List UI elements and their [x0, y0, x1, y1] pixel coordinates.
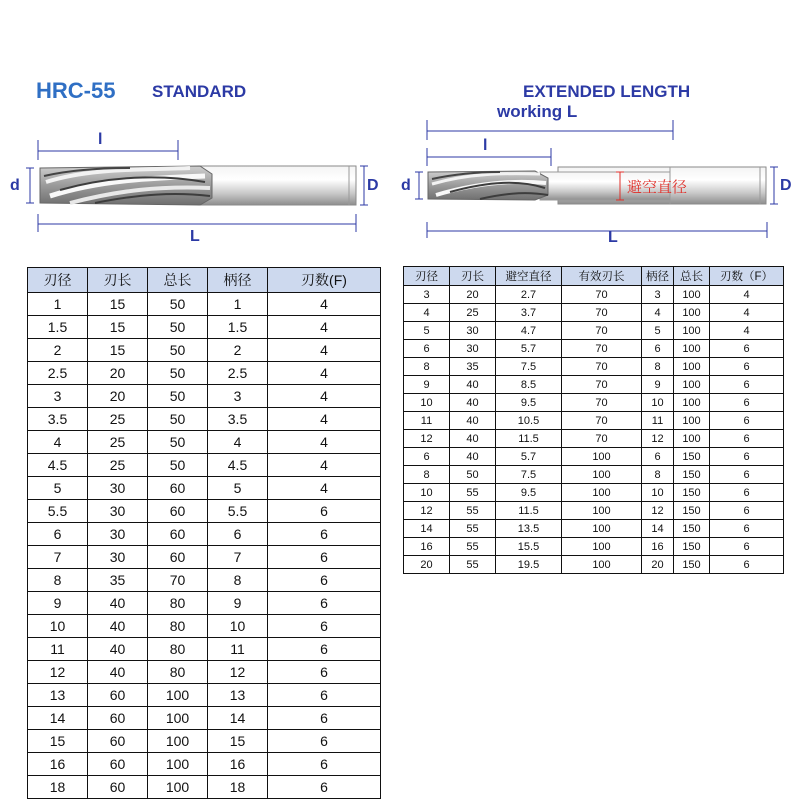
table-cell: 6 [710, 466, 784, 484]
table-cell: 40 [88, 638, 148, 661]
table-cell: 5.7 [496, 340, 562, 358]
table-row [28, 638, 381, 661]
brand-title: HRC-55 [36, 78, 116, 103]
table-cell: 10 [28, 615, 88, 638]
table-cell: 100 [674, 322, 710, 340]
table-cell: 6 [710, 448, 784, 466]
table-row [404, 286, 784, 304]
column-header: 刃数(F) [268, 268, 381, 293]
table-cell: 12 [404, 430, 450, 448]
table-row [28, 293, 381, 316]
table-cell: 2.7 [496, 286, 562, 304]
table-row [28, 385, 381, 408]
table-row [404, 502, 784, 520]
table-cell: 4 [268, 477, 381, 500]
table-cell: 4 [710, 304, 784, 322]
ext-overall-length-label: L [608, 229, 618, 246]
table-cell: 5 [642, 322, 674, 340]
column-header: 刃径 [404, 267, 450, 286]
table-cell: 55 [450, 538, 496, 556]
table-cell: 4 [268, 431, 381, 454]
table-cell: 30 [88, 500, 148, 523]
table-cell: 40 [450, 394, 496, 412]
extended-spec-table [403, 266, 784, 574]
table-cell: 20 [88, 385, 148, 408]
table-cell: 50 [148, 408, 208, 431]
table-cell: 18 [208, 776, 268, 799]
table-cell: 6 [710, 430, 784, 448]
table-row [404, 484, 784, 502]
table-cell: 9.5 [496, 394, 562, 412]
table-cell: 55 [450, 502, 496, 520]
table-cell: 100 [674, 430, 710, 448]
table-cell: 50 [450, 466, 496, 484]
column-header: 柄径 [642, 267, 674, 286]
table-cell: 5 [208, 477, 268, 500]
table-cell: 16 [404, 538, 450, 556]
table-cell: 6 [268, 592, 381, 615]
table-cell: 3 [642, 286, 674, 304]
column-header: 刃长 [88, 268, 148, 293]
table-cell: 1 [28, 293, 88, 316]
table-cell: 18 [28, 776, 88, 799]
table-cell: 4.5 [28, 454, 88, 477]
table-cell: 4.7 [496, 322, 562, 340]
table-cell: 20 [88, 362, 148, 385]
table-cell: 14 [208, 707, 268, 730]
table-cell: 60 [148, 523, 208, 546]
table-cell: 6 [710, 412, 784, 430]
table-cell: 6 [710, 340, 784, 358]
table-cell: 3 [208, 385, 268, 408]
table-row [404, 376, 784, 394]
table-row [404, 412, 784, 430]
table-row [28, 316, 381, 339]
column-header: 柄径 [208, 268, 268, 293]
table-cell: 6 [268, 523, 381, 546]
table-cell: 5 [404, 322, 450, 340]
table-cell: 25 [88, 408, 148, 431]
table-cell: 20 [642, 556, 674, 574]
table-cell: 15 [88, 316, 148, 339]
table-cell: 150 [674, 466, 710, 484]
table-row [28, 592, 381, 615]
table-cell: 4 [268, 339, 381, 362]
table-cell: 7 [28, 546, 88, 569]
table-cell: 70 [562, 286, 642, 304]
table-cell: 1.5 [208, 316, 268, 339]
table-cell: 14 [404, 520, 450, 538]
table-cell: 3.5 [208, 408, 268, 431]
table-cell: 12 [28, 661, 88, 684]
table-cell: 30 [88, 546, 148, 569]
table-cell: 13 [28, 684, 88, 707]
table-cell: 40 [450, 430, 496, 448]
table-cell: 30 [450, 322, 496, 340]
table-cell: 13 [208, 684, 268, 707]
table-cell: 4 [642, 304, 674, 322]
table-cell: 150 [674, 556, 710, 574]
table-cell: 11.5 [496, 502, 562, 520]
table-cell: 100 [562, 466, 642, 484]
extended-title: EXTENDED LENGTH [523, 82, 691, 101]
table-row [404, 520, 784, 538]
table-row [404, 340, 784, 358]
table-cell: 60 [88, 776, 148, 799]
table-cell: 40 [88, 615, 148, 638]
table-cell: 35 [88, 569, 148, 592]
table-row [28, 477, 381, 500]
table-cell: 6 [268, 730, 381, 753]
table-row [404, 430, 784, 448]
table-cell: 70 [562, 304, 642, 322]
table-cell: 4 [404, 304, 450, 322]
table-cell: 2.5 [28, 362, 88, 385]
table-cell: 9 [28, 592, 88, 615]
table-row [28, 569, 381, 592]
table-cell: 70 [562, 394, 642, 412]
table-cell: 3 [28, 385, 88, 408]
table-cell: 20 [450, 286, 496, 304]
column-header: 总长 [148, 268, 208, 293]
column-header: 避空直径 [496, 267, 562, 286]
table-cell: 15.5 [496, 538, 562, 556]
table-cell: 100 [674, 304, 710, 322]
table-cell: 100 [674, 412, 710, 430]
table-cell: 8 [28, 569, 88, 592]
table-cell: 6 [710, 520, 784, 538]
table-cell: 50 [148, 339, 208, 362]
table-cell: 14 [28, 707, 88, 730]
table-cell: 6 [404, 340, 450, 358]
table-row [28, 753, 381, 776]
table-cell: 3.5 [28, 408, 88, 431]
table-cell: 6 [268, 661, 381, 684]
table-cell: 9 [208, 592, 268, 615]
table-cell: 9.5 [496, 484, 562, 502]
table-cell: 2 [208, 339, 268, 362]
table-cell: 12 [642, 502, 674, 520]
table-row [28, 707, 381, 730]
table-cell: 100 [148, 776, 208, 799]
table-cell: 70 [562, 430, 642, 448]
table-cell: 6 [28, 523, 88, 546]
table-cell: 11 [642, 412, 674, 430]
table-row [28, 615, 381, 638]
table-row [28, 730, 381, 753]
table-cell: 100 [562, 538, 642, 556]
table-cell: 7.5 [496, 358, 562, 376]
table-cell: 6 [710, 538, 784, 556]
table-cell: 60 [88, 684, 148, 707]
table-cell: 60 [88, 753, 148, 776]
table-cell: 100 [674, 358, 710, 376]
table-cell: 100 [148, 684, 208, 707]
table-cell: 70 [562, 412, 642, 430]
table-cell: 8 [642, 466, 674, 484]
table-cell: 100 [562, 520, 642, 538]
table-cell: 1.5 [28, 316, 88, 339]
table-cell: 150 [674, 448, 710, 466]
table-row [28, 454, 381, 477]
table-cell: 100 [674, 376, 710, 394]
table-cell: 8 [404, 466, 450, 484]
table-cell: 4 [710, 286, 784, 304]
table-cell: 4 [268, 454, 381, 477]
table-cell: 50 [148, 454, 208, 477]
table-cell: 4 [28, 431, 88, 454]
table-cell: 6 [710, 376, 784, 394]
table-cell: 7 [208, 546, 268, 569]
table-cell: 150 [674, 520, 710, 538]
table-cell: 40 [450, 376, 496, 394]
table-row [404, 538, 784, 556]
table-cell: 70 [562, 322, 642, 340]
tool-drawings [0, 0, 800, 260]
table-cell: 11 [208, 638, 268, 661]
table-cell: 25 [450, 304, 496, 322]
table-cell: 6 [710, 358, 784, 376]
table-cell: 50 [148, 385, 208, 408]
table-cell: 25 [88, 431, 148, 454]
table-cell: 100 [148, 730, 208, 753]
column-header: 刃长 [450, 267, 496, 286]
table-cell: 6 [710, 502, 784, 520]
std-overall-length-label: L [190, 228, 200, 245]
table-cell: 55 [450, 520, 496, 538]
table-cell: 4 [268, 385, 381, 408]
table-cell: 20 [404, 556, 450, 574]
table-row [28, 661, 381, 684]
table-row [404, 304, 784, 322]
table-row [404, 448, 784, 466]
table-cell: 4 [710, 322, 784, 340]
table-cell: 9 [404, 376, 450, 394]
table-cell: 40 [88, 661, 148, 684]
standard-endmill-drawing [26, 140, 368, 232]
table-cell: 6 [268, 707, 381, 730]
table-cell: 100 [148, 753, 208, 776]
table-cell: 70 [562, 376, 642, 394]
table-cell: 11.5 [496, 430, 562, 448]
table-cell: 10 [642, 484, 674, 502]
table-cell: 4 [268, 362, 381, 385]
table-cell: 3 [404, 286, 450, 304]
table-row [28, 684, 381, 707]
table-cell: 100 [674, 394, 710, 412]
table-row [404, 466, 784, 484]
ext-shank-diameter-label: D [780, 177, 792, 194]
table-cell: 100 [148, 707, 208, 730]
table-cell: 8 [404, 358, 450, 376]
table-row [28, 408, 381, 431]
table-cell: 60 [148, 477, 208, 500]
column-header: 刃径 [28, 268, 88, 293]
table-cell: 50 [148, 362, 208, 385]
table-row [28, 546, 381, 569]
table-cell: 8 [642, 358, 674, 376]
table-cell: 6 [268, 776, 381, 799]
table-row [404, 394, 784, 412]
table-cell: 5.7 [496, 448, 562, 466]
table-cell: 30 [88, 523, 148, 546]
table-row [404, 556, 784, 574]
extended-endmill-drawing [415, 120, 778, 238]
table-cell: 16 [28, 753, 88, 776]
table-cell: 80 [148, 615, 208, 638]
table-cell: 14 [642, 520, 674, 538]
table-cell: 19.5 [496, 556, 562, 574]
table-cell: 15 [88, 293, 148, 316]
table-cell: 40 [450, 448, 496, 466]
table-cell: 60 [148, 500, 208, 523]
table-cell: 12 [208, 661, 268, 684]
table-cell: 6 [710, 556, 784, 574]
table-cell: 70 [562, 358, 642, 376]
table-cell: 6 [268, 638, 381, 661]
std-shank-diameter-label: D [367, 177, 379, 194]
table-cell: 6 [710, 394, 784, 412]
table-cell: 6 [268, 684, 381, 707]
table-cell: 80 [148, 592, 208, 615]
table-cell: 60 [88, 707, 148, 730]
table-cell: 30 [450, 340, 496, 358]
table-cell: 6 [710, 484, 784, 502]
table-cell: 12 [642, 430, 674, 448]
table-cell: 6 [268, 500, 381, 523]
table-row [28, 431, 381, 454]
table-cell: 10 [208, 615, 268, 638]
table-cell: 15 [208, 730, 268, 753]
table-cell: 13.5 [496, 520, 562, 538]
table-cell: 40 [88, 592, 148, 615]
relief-diameter-label: 避空直径 [627, 178, 688, 196]
table-cell: 60 [148, 546, 208, 569]
table-row [28, 339, 381, 362]
table-cell: 6 [404, 448, 450, 466]
table-cell: 4 [268, 408, 381, 431]
table-cell: 11 [28, 638, 88, 661]
table-cell: 50 [148, 316, 208, 339]
table-cell: 8.5 [496, 376, 562, 394]
table-cell: 70 [148, 569, 208, 592]
table-cell: 60 [88, 730, 148, 753]
table-cell: 4 [268, 316, 381, 339]
table-cell: 80 [148, 638, 208, 661]
table-cell: 10 [642, 394, 674, 412]
table-cell: 55 [450, 484, 496, 502]
table-cell: 100 [562, 502, 642, 520]
table-row [28, 500, 381, 523]
table-cell: 10 [404, 394, 450, 412]
table-cell: 100 [674, 286, 710, 304]
table-cell: 16 [642, 538, 674, 556]
table-cell: 50 [148, 293, 208, 316]
column-header: 刃数（F） [710, 267, 784, 286]
table-cell: 2 [28, 339, 88, 362]
table-cell: 100 [562, 484, 642, 502]
table-cell: 8 [208, 569, 268, 592]
table-cell: 6 [268, 615, 381, 638]
table-row [28, 523, 381, 546]
table-row [404, 358, 784, 376]
table-cell: 16 [208, 753, 268, 776]
table-cell: 4 [268, 293, 381, 316]
std-flute-length-label: l [98, 131, 103, 148]
table-cell: 3.7 [496, 304, 562, 322]
column-header: 总长 [674, 267, 710, 286]
table-cell: 150 [674, 538, 710, 556]
table-cell: 5 [28, 477, 88, 500]
table-cell: 100 [562, 448, 642, 466]
table-cell: 7.5 [496, 466, 562, 484]
table-cell: 6 [268, 569, 381, 592]
table-cell: 15 [88, 339, 148, 362]
table-cell: 35 [450, 358, 496, 376]
working-length-label: working L [497, 102, 578, 121]
table-cell: 11 [404, 412, 450, 430]
table-row [28, 362, 381, 385]
table-cell: 55 [450, 556, 496, 574]
table-cell: 50 [148, 431, 208, 454]
table-cell: 6 [268, 753, 381, 776]
table-cell: 70 [562, 340, 642, 358]
table-cell: 150 [674, 484, 710, 502]
table-cell: 4 [208, 431, 268, 454]
table-cell: 40 [450, 412, 496, 430]
table-cell: 80 [148, 661, 208, 684]
table-cell: 1 [208, 293, 268, 316]
table-cell: 25 [88, 454, 148, 477]
table-cell: 6 [642, 340, 674, 358]
column-header: 有效刃长 [562, 267, 642, 286]
table-cell: 10 [404, 484, 450, 502]
table-cell: 100 [674, 340, 710, 358]
table-cell: 5.5 [208, 500, 268, 523]
standard-title: STANDARD [152, 82, 247, 101]
table-cell: 30 [88, 477, 148, 500]
table-cell: 100 [562, 556, 642, 574]
ext-cut-diameter-label: d [401, 177, 411, 194]
table-row [28, 776, 381, 799]
table-cell: 6 [268, 546, 381, 569]
table-cell: 5.5 [28, 500, 88, 523]
std-cut-diameter-label: d [10, 177, 20, 194]
table-cell: 9 [642, 376, 674, 394]
table-cell: 150 [674, 502, 710, 520]
table-cell: 4.5 [208, 454, 268, 477]
table-cell: 12 [404, 502, 450, 520]
table-cell: 6 [208, 523, 268, 546]
table-cell: 10.5 [496, 412, 562, 430]
ext-flute-length-label: l [483, 137, 488, 154]
table-cell: 15 [28, 730, 88, 753]
standard-spec-table [27, 267, 381, 799]
table-row [404, 322, 784, 340]
table-cell: 6 [642, 448, 674, 466]
table-cell: 2.5 [208, 362, 268, 385]
